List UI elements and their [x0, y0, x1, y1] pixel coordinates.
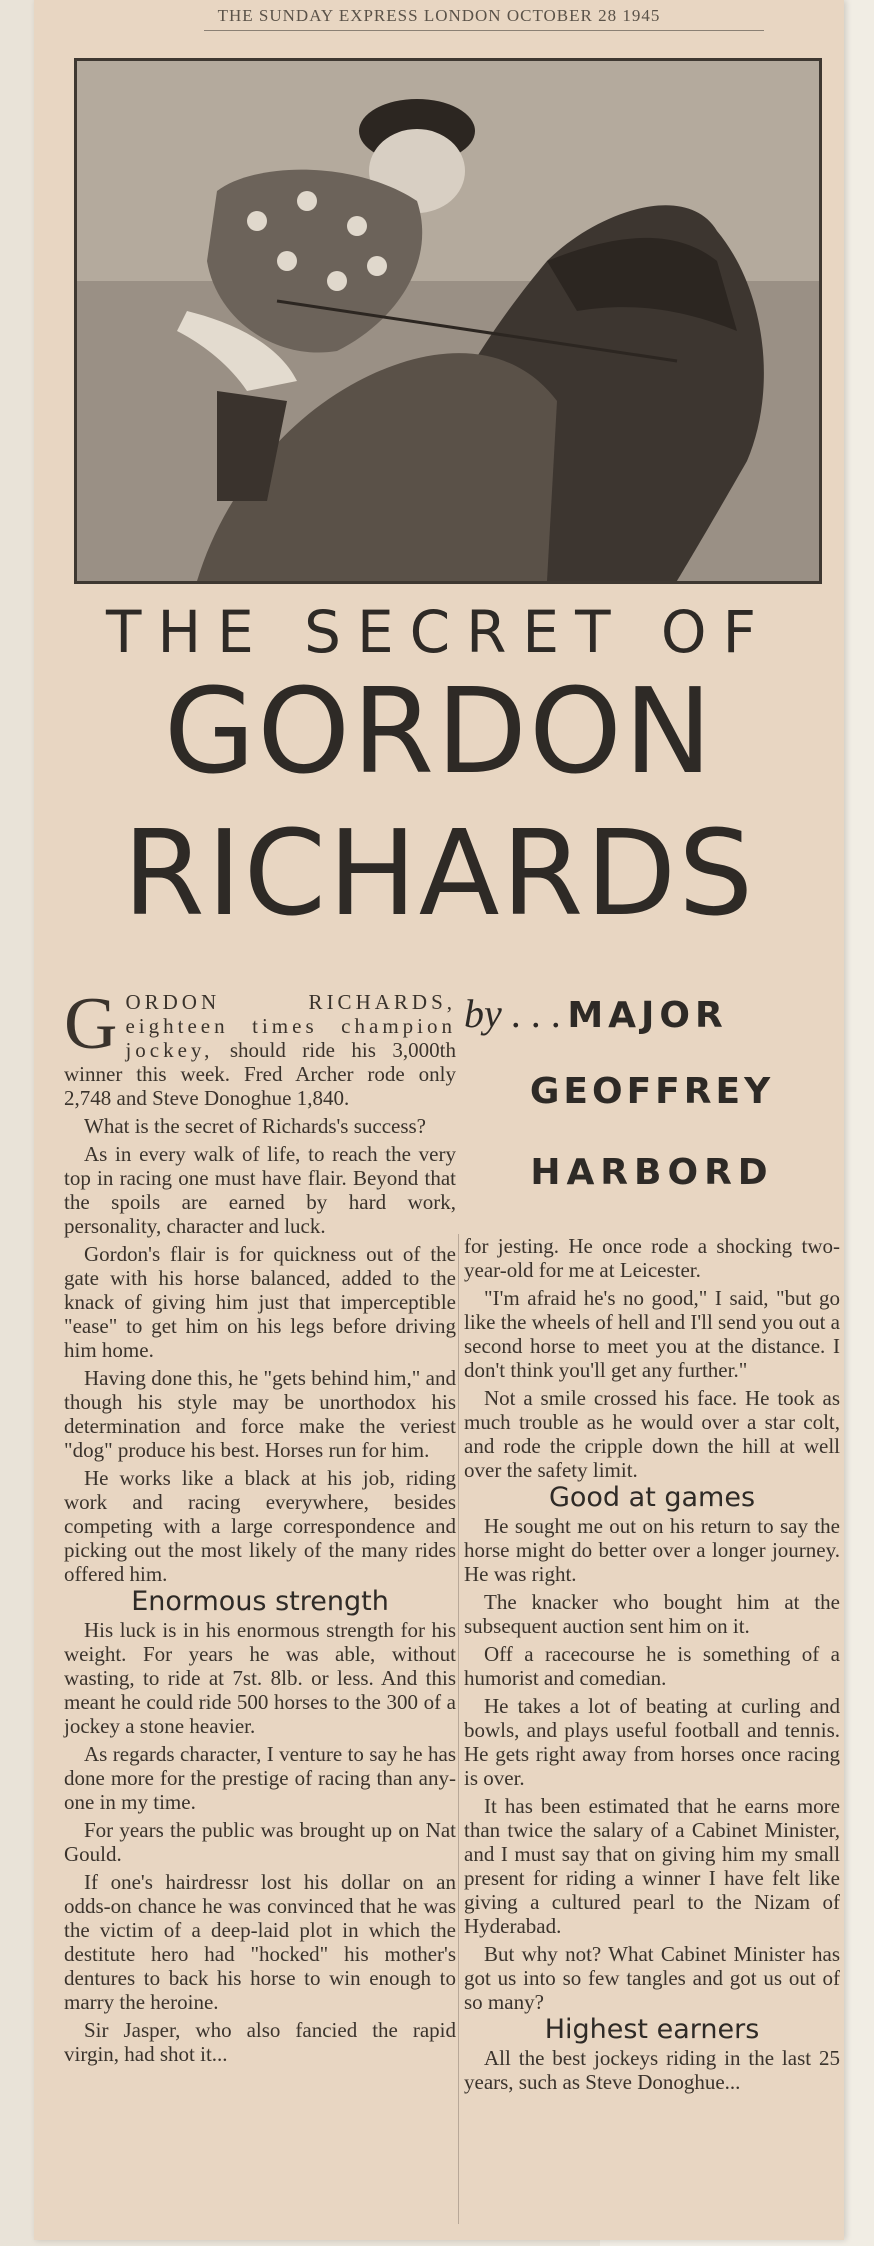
paragraph: "I'm afraid he's no good," I said, "but go like the wheels of hell and I'll send you out a second horse to meet you at the distance. I don't think you'll get any further.": [464, 1286, 840, 1382]
byline-last-name: HARBORD: [530, 1152, 774, 1193]
paragraph: It has been estimated that he earns more than twice the salary of a Cabinet Minister, and I must say that on giving him my small present for riding a winner I have felt like giving a cultured pearl to the Nizam of Hyderabad.: [464, 1794, 840, 1938]
subheading-enormous-strength: Enormous strength: [131, 1586, 389, 1617]
paragraph: As in every walk of life, to reach the very top in racing one must have flair. Beyond that the spoils are earned by hard work, personality, character and luck.: [64, 1142, 456, 1238]
newspaper-clipping: [34, 0, 844, 2240]
jockey-on-horse-image: [77, 61, 819, 581]
lead-caps: ORDON RICHARDS, eighteen times champion jockey,: [125, 990, 456, 1062]
lead-rest: should ride his 3,000th winner this week. Fred Archer rode only 2,748 and Steve Donoghue 1,840.: [64, 1038, 457, 1110]
paragraph: His luck is in his enormous strength for his weight. For years he was able, without wasting, to ride at 7st. 8lb. or less. And this meant he could ride 500 horses to the 300 of a jockey a stone heavier.: [64, 1618, 456, 1738]
headline-line-3: RICHARDS: [122, 804, 756, 942]
dateline-rule: [204, 30, 764, 31]
byline-by: by . . .: [464, 991, 562, 1036]
paragraph: He sought me out on his return to say the horse might do better over a longer journey. He was right.: [464, 1514, 840, 1586]
paragraph: He works like a black at his job, riding work and racing everywhere, besides competing with a large correspondence and picking out the most likely of the many rides offered him.: [64, 1466, 456, 1586]
byline-rank: MAJOR: [567, 995, 728, 1036]
dateline: THE SUNDAY EXPRESS LONDON OCTOBER 28 1945: [217, 6, 661, 25]
headline-line-1: THE SECRET OF: [106, 598, 772, 666]
headline-line-2: GORDON: [163, 662, 715, 800]
paragraph: As regards character, I venture to say he has done more for the prestige of racing than any-one in my time.: [64, 1742, 456, 1814]
byline-first-name: GEOFFREY: [529, 1071, 775, 1112]
paragraph: For years the public was brought up on Nat Gould.: [64, 1818, 456, 1866]
paragraph: Off a racecourse he is something of a humorist and comedian.: [464, 1642, 840, 1690]
lead-paragraph: [64, 983, 457, 1110]
paragraph: The knacker who bought him at the subsequent auction sent him on it.: [464, 1590, 840, 1638]
paragraph: Gordon's flair is for quickness out of the gate with his horse balanced, added to the knack of giving him just that imperceptible "ease" to get him on his legs before driving him home.: [64, 1242, 456, 1362]
byline: [464, 990, 840, 1193]
paragraph: Having done this, he "gets behind him," and though his style may be unorthodox his determination and force make the veriest "dog" produce his best. Horses run for him.: [64, 1366, 456, 1462]
paragraph: He takes a lot of beating at curling and bowls, and plays useful football and tennis. He gets right away from horses once racing is over.: [464, 1694, 840, 1790]
subheading-highest-earners: Highest earners: [544, 2014, 760, 2045]
jockey-photo: [74, 58, 822, 584]
drop-cap: G: [64, 983, 118, 1065]
paragraph: If one's hairdressr lost his dollar on an odds-on chance he was convinced that he was the victim of a deep-laid plot in which the destitute hero had "hocked" his mother's dentures to back his horse to win enough to marry the heroine.: [64, 1870, 456, 2014]
paragraph: All the best jockeys riding in the last 25 years, such as Steve Donoghue...: [464, 2046, 840, 2094]
column-rule: [458, 1234, 459, 2224]
paragraph: Not a smile crossed his face. He took as much trouble as he would over a star colt, and rode the cripple down the hill at well over the safety limit.: [464, 1386, 840, 1482]
article-column-left: [64, 983, 457, 2070]
paragraph: for jesting. He once rode a shocking two-year-old for me at Leicester.: [464, 1234, 840, 1282]
paragraph: But why not? What Cabinet Minister has got us into so few tangles and got us out of so many?: [464, 1942, 840, 2014]
article-column-right: [464, 1234, 840, 2098]
subheading-good-at-games: Good at games: [548, 1482, 756, 1513]
paragraph: What is the secret of Richards's success?: [84, 1114, 426, 1138]
paragraph: Sir Jasper, who also fancied the rapid virgin, had shot it...: [64, 2018, 456, 2066]
